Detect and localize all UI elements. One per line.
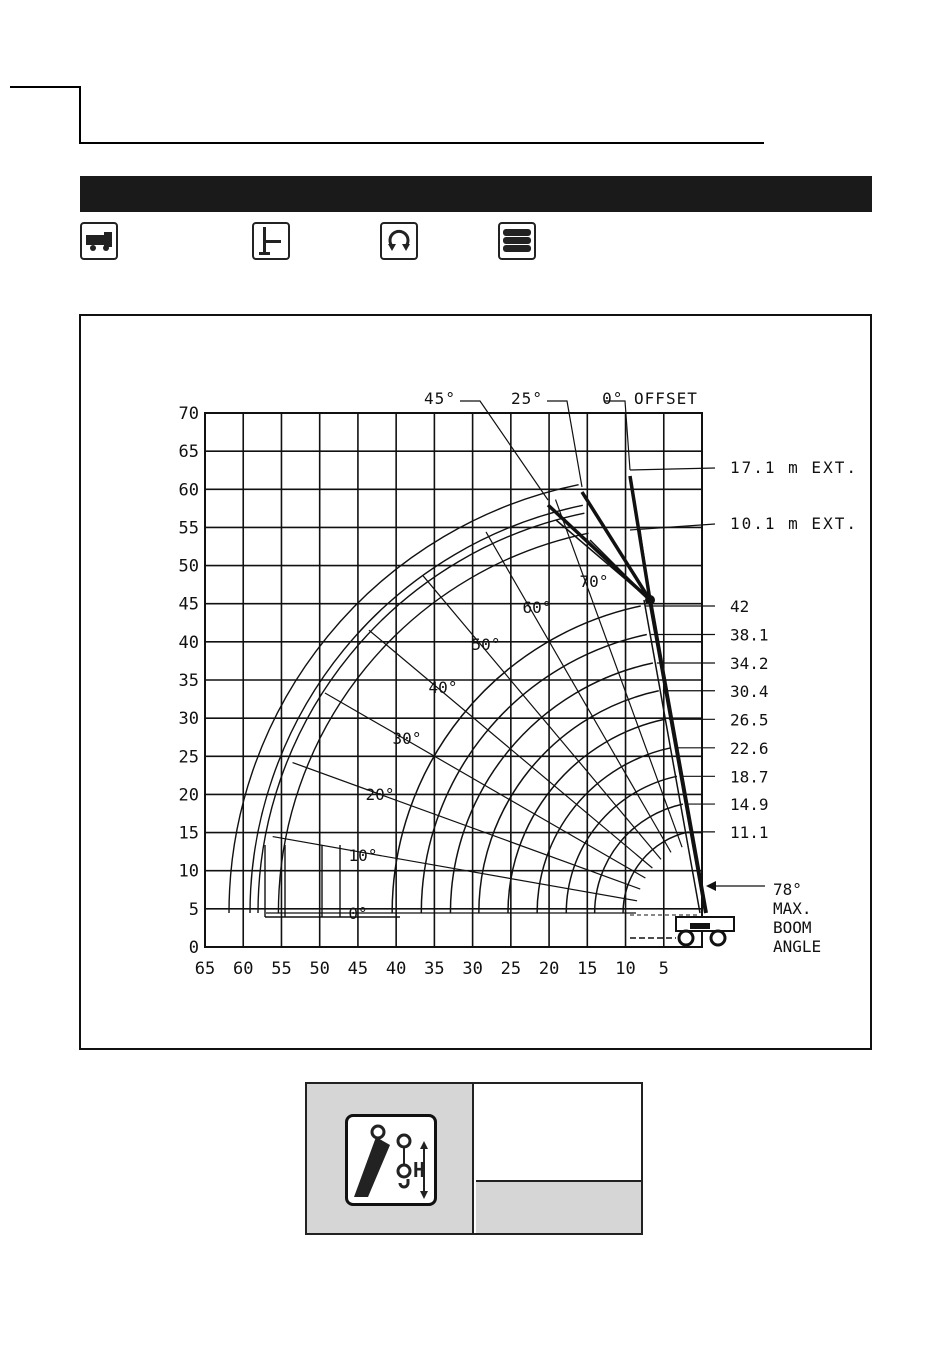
boom-length-arc (479, 691, 659, 913)
boom-length-label: 22.6 (730, 738, 769, 758)
x-tick-label: 60 (232, 959, 254, 979)
hook-height-legend (305, 1082, 643, 1235)
boom-angle-ray (486, 532, 671, 852)
boom-angle-label: 10° (348, 846, 378, 865)
boom-angle-label: 30° (392, 729, 422, 748)
boom-head-sheave (645, 595, 655, 605)
boom-angle-label: 0° (348, 904, 368, 923)
boom-length-label: 34.2 (730, 654, 769, 674)
y-tick-label: 15 (178, 823, 199, 844)
max-angle-label: BOOM (773, 918, 812, 937)
y-tick-label: 55 (178, 518, 199, 539)
wheel-front (679, 931, 693, 945)
y-tick-label: 25 (178, 747, 199, 768)
legend-icon-panel (307, 1084, 474, 1233)
boom-angle-rays (266, 500, 682, 913)
boom-length-label: 11.1 (730, 822, 769, 842)
boom-angle-label: 50° (471, 635, 501, 654)
y-tick-label: 60 (178, 480, 199, 501)
wheel-rear (711, 931, 725, 945)
x-tick-label: 15 (577, 959, 598, 979)
y-tick-label: 10 (178, 861, 199, 882)
offset-label: 0° OFFSET (602, 389, 698, 408)
boom-length-arc (595, 804, 683, 913)
boom-angle-label: 60° (522, 598, 552, 617)
max-angle-label: 78° (773, 880, 802, 899)
boom-length-arc (537, 748, 671, 913)
y-tick-label: 5 (188, 899, 199, 920)
y-tick-label: 65 (178, 442, 199, 463)
boom-angle-label: 70° (579, 572, 609, 591)
offset-label: 45° (424, 389, 456, 408)
max-angle-label: MAX. (773, 899, 812, 918)
x-tick-label: 55 (271, 959, 292, 979)
boom-length-arc (392, 606, 641, 913)
boom-angle-label: 40° (428, 678, 458, 697)
y-tick-label: 35 (178, 671, 199, 691)
boom-length-label: 18.7 (730, 767, 769, 787)
extension-envelope-arc (278, 533, 588, 913)
crane-hook-height-icon (345, 1114, 437, 1206)
x-tick-label: 5 (658, 959, 669, 979)
extension-label: 17.1 m EXT. (730, 458, 858, 477)
extension-label: 10.1 m EXT. (730, 514, 858, 533)
y-tick-label: 40 (178, 632, 199, 653)
x-tick-label: 40 (385, 959, 407, 979)
svg-text:H: H (413, 1158, 426, 1182)
boom-length-label: 38.1 (730, 625, 769, 645)
x-tick-label: 20 (538, 959, 560, 979)
boom-length-label: 26.5 (730, 710, 769, 730)
max-angle-arrow (706, 881, 716, 891)
crane-carrier (630, 915, 734, 945)
boom-angle-label: 20° (365, 785, 395, 804)
x-tick-label: 65 (194, 959, 216, 979)
extension-envelope-arc (258, 513, 584, 913)
boom-length-label: 42 (730, 596, 750, 616)
y-tick-label: 45 (178, 594, 199, 615)
boom-length-label: 14.9 (730, 795, 769, 815)
x-tick-label: 50 (309, 959, 330, 979)
x-tick-label: 45 (347, 959, 369, 979)
y-tick-label: 50 (178, 556, 199, 577)
boom-lines (548, 476, 734, 945)
x-tick-label: 10 (615, 959, 636, 979)
axis-tick-labels (179, 404, 669, 979)
offset-label: 25° (511, 389, 543, 408)
legend-value-cell (476, 1180, 641, 1233)
x-tick-label: 35 (424, 959, 445, 979)
y-tick-label: 30 (178, 709, 199, 730)
x-tick-label: 25 (500, 959, 522, 979)
extension-envelope-arc (250, 505, 583, 913)
x-tick-label: 30 (462, 959, 483, 979)
y-tick-label: 70 (178, 404, 199, 424)
y-tick-label: 0 (188, 938, 199, 958)
max-angle-label: ANGLE (773, 937, 822, 956)
boom-length-arc (508, 719, 665, 913)
boom-length-arc (623, 832, 689, 913)
boom-length-label: 30.4 (730, 681, 769, 701)
carrier-cab (690, 923, 710, 929)
y-tick-label: 20 (178, 785, 199, 806)
